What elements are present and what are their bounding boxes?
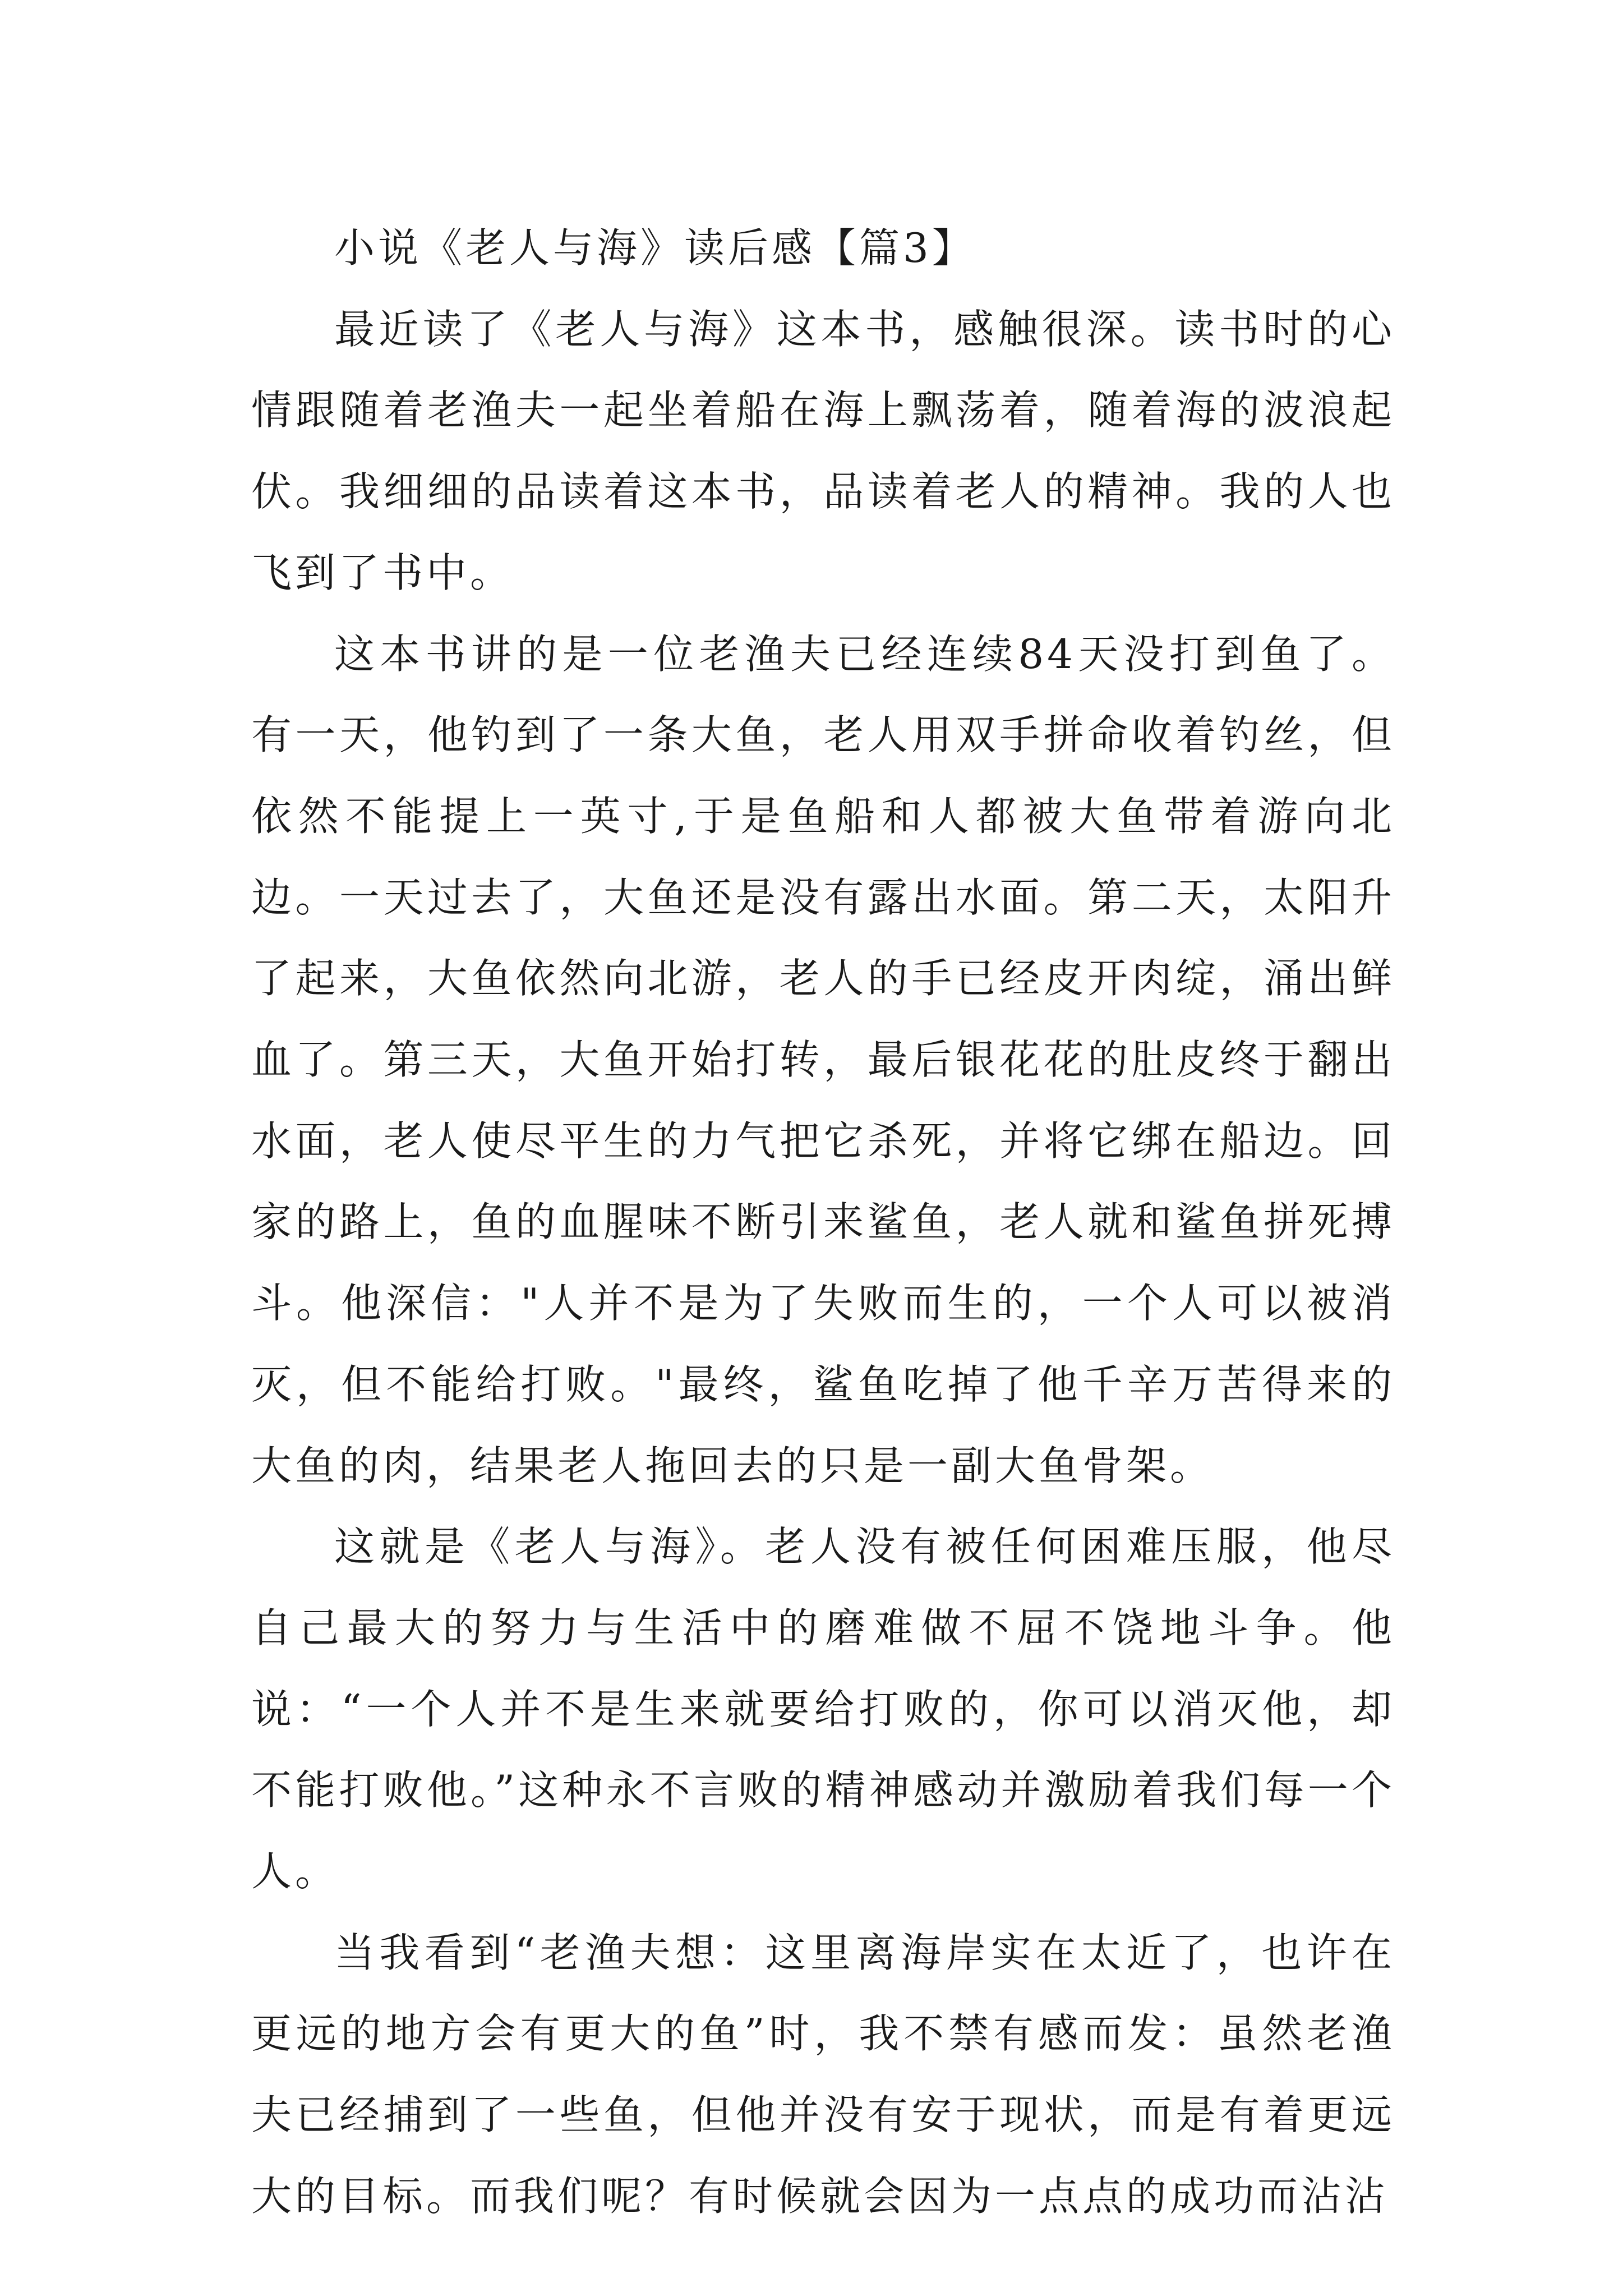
document-heading: 小说《老人与海》读后感【篇3】 [334,224,976,272]
paragraph-2: 这本书讲的是一位老渔夫已经连续84天没打到鱼了。有一天，他钓到了一条大鱼，老人用双手拼命收着钓丝，但依然不能提上一英寸,于是鱼船和人都被大鱼带着游向北边。一天过去了，大鱼还是没有露出水面。第二天，太阳升了起来，大鱼依然向北游，老人的手已经皮开肉绽，涌出鲜血了。第三天，大鱼开始打转，最后银花花的肚皮终于翻出水面，老人使尽平生的力气把它杀死，并将它绑在船边。回家的路上，鱼的血腥味不断引来鲨鱼，老人就和鲨鱼拼死搏斗。他深信："人并不是为了失败而生的，一个人可以被消灭，但不能给打败。"最终，鲨鱼吃掉了他千辛万苦得来的大鱼的肉，结果老人拖回去的只是一副大鱼骨架。 [251,630,1395,1489]
document-body [251,208,1395,2237]
paragraph-3: 这就是《老人与海》。老人没有被任何困难压服，他尽自己最大的努力与生活中的磨难做不屈不饶地斗争。他说：“一个人并不是生来就要给打败的，你可以消灭他，却不能打败他。”这种永不言败的精神感动并激励着我们每一个人。 [251,1523,1395,1895]
paragraph-1: 最近读了《老人与海》这本书，感触很深。读书时的心情跟随着老渔夫一起坐着船在海上飘荡着，随着海的波浪起伏。我细细的品读着这本书，品读着老人的精神。我的人也飞到了书中。 [251,305,1395,596]
paragraph-4: 当我看到“老渔夫想：这里离海岸实在太近了，也许在更远的地方会有更大的鱼”时，我不禁有感而发：虽然老渔夫已经捕到了一些鱼，但他并没有安于现状，而是有着更远大的目标。而我们呢？有时候就会因为一点点的成功而沾沾 [251,1929,1395,2220]
